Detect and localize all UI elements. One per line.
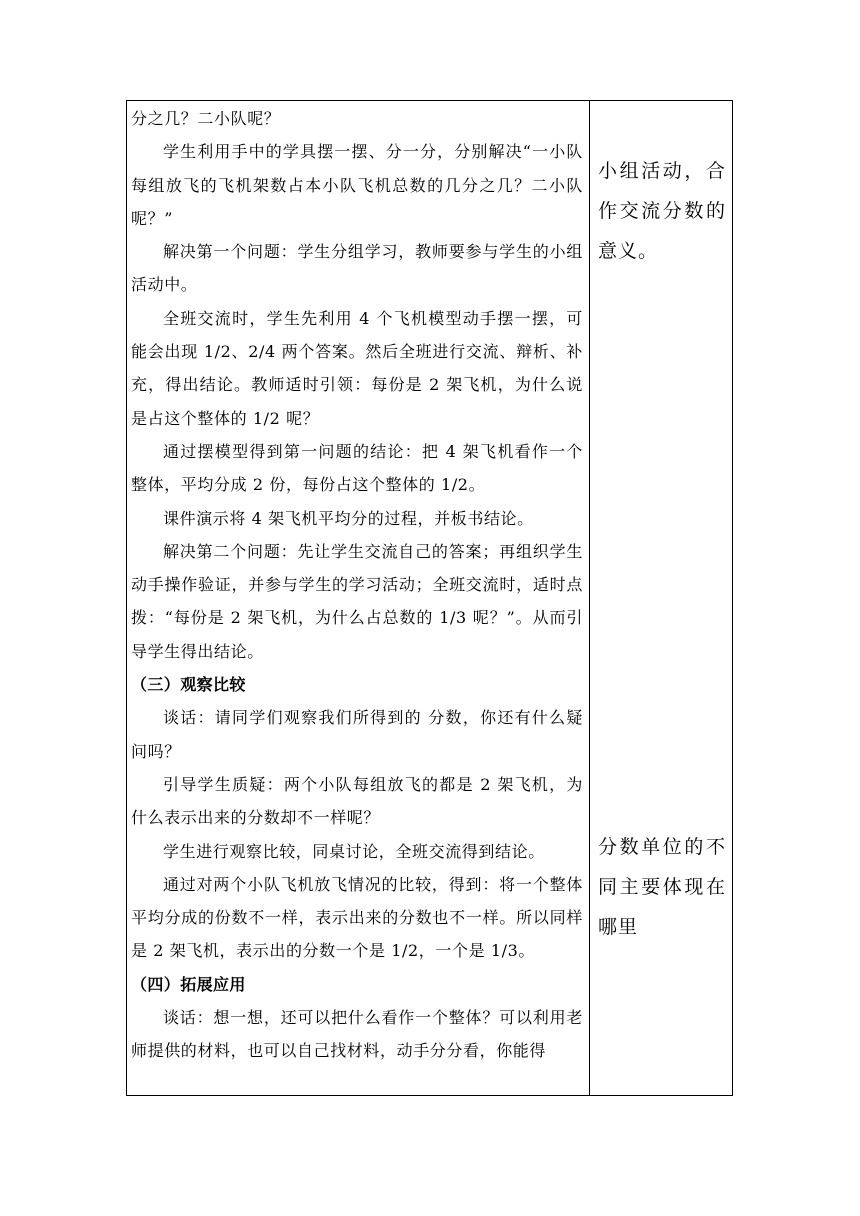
- design-note: 小组活动，合作交流分数的意义。: [598, 160, 726, 262]
- paragraph: 引导学生质疑：两个小队每组放飞的都是 2 架飞机，为什么表示出来的分数却不一样呢？: [131, 774, 583, 828]
- lesson-process-column: [131, 102, 583, 1068]
- paragraph: 课件演示将 4 架飞机平均分的过程，并板书结论。: [163, 508, 534, 528]
- paragraph: 学生利用手中的学具摆一摆、分一分，分别解决“一小队每组放飞的飞机架数占本小队飞机总数的几分之几？二小队呢？”: [131, 142, 583, 228]
- paragraph: 谈话：想一想，还可以把什么看作一个整体？可以利用老师提供的材料，也可以自己找材料，动手分分看，你能得: [131, 1008, 583, 1061]
- paragraph: 分之几？二小队呢？: [131, 109, 281, 128]
- column-divider: [589, 100, 590, 1096]
- paragraph: 谈话：请同学们观察我们所得到的 分数，你还有什么疑问吗？: [131, 708, 583, 761]
- section-heading: （三）观察比较: [131, 675, 246, 695]
- paragraph: 解决第一个问题：学生分组学习，教师要参与学生的小组活动中。: [131, 242, 583, 295]
- paragraph: 学生进行观察比较，同桌讨论，全班交流得到结论。: [163, 841, 545, 861]
- paragraph: 通过摆模型得到第一问题的结论：把 4 架飞机看作一个整体，平均分成 2 份，每份占这个整体的 1/2。: [131, 441, 583, 495]
- design-note: 分数单位的不同主要体现在哪里: [598, 836, 726, 938]
- paragraph: 通过对两个小队飞机放飞情况的比较，得到：将一个整体平均分成的份数不一样，表示出来的分数也不一样。所以同样是 2 架飞机，表示出的分数一个是 1/2，一个是 1/3。: [131, 874, 583, 961]
- paragraph: 解决第二个问题：先让学生交流自己的答案；再组织学生动手操作验证，并参与学生的学习活动；全班交流时，适时点拨：“每份是 2 架飞机，为什么占总数的 1/3 呢？”。从而引导学生得出结论。: [131, 541, 583, 661]
- paragraph: 全班交流时，学生先利用 4 个飞机模型动手摆一摆，可能会出现 1/2、2/4 两个答案。然后全班进行交流、辩析、补充，得出结论。教师适时引领：每份是 2 架飞机，为什么说是占这个整体的 1/2 呢？: [131, 308, 583, 428]
- section-heading: （四）拓展应用: [131, 974, 246, 994]
